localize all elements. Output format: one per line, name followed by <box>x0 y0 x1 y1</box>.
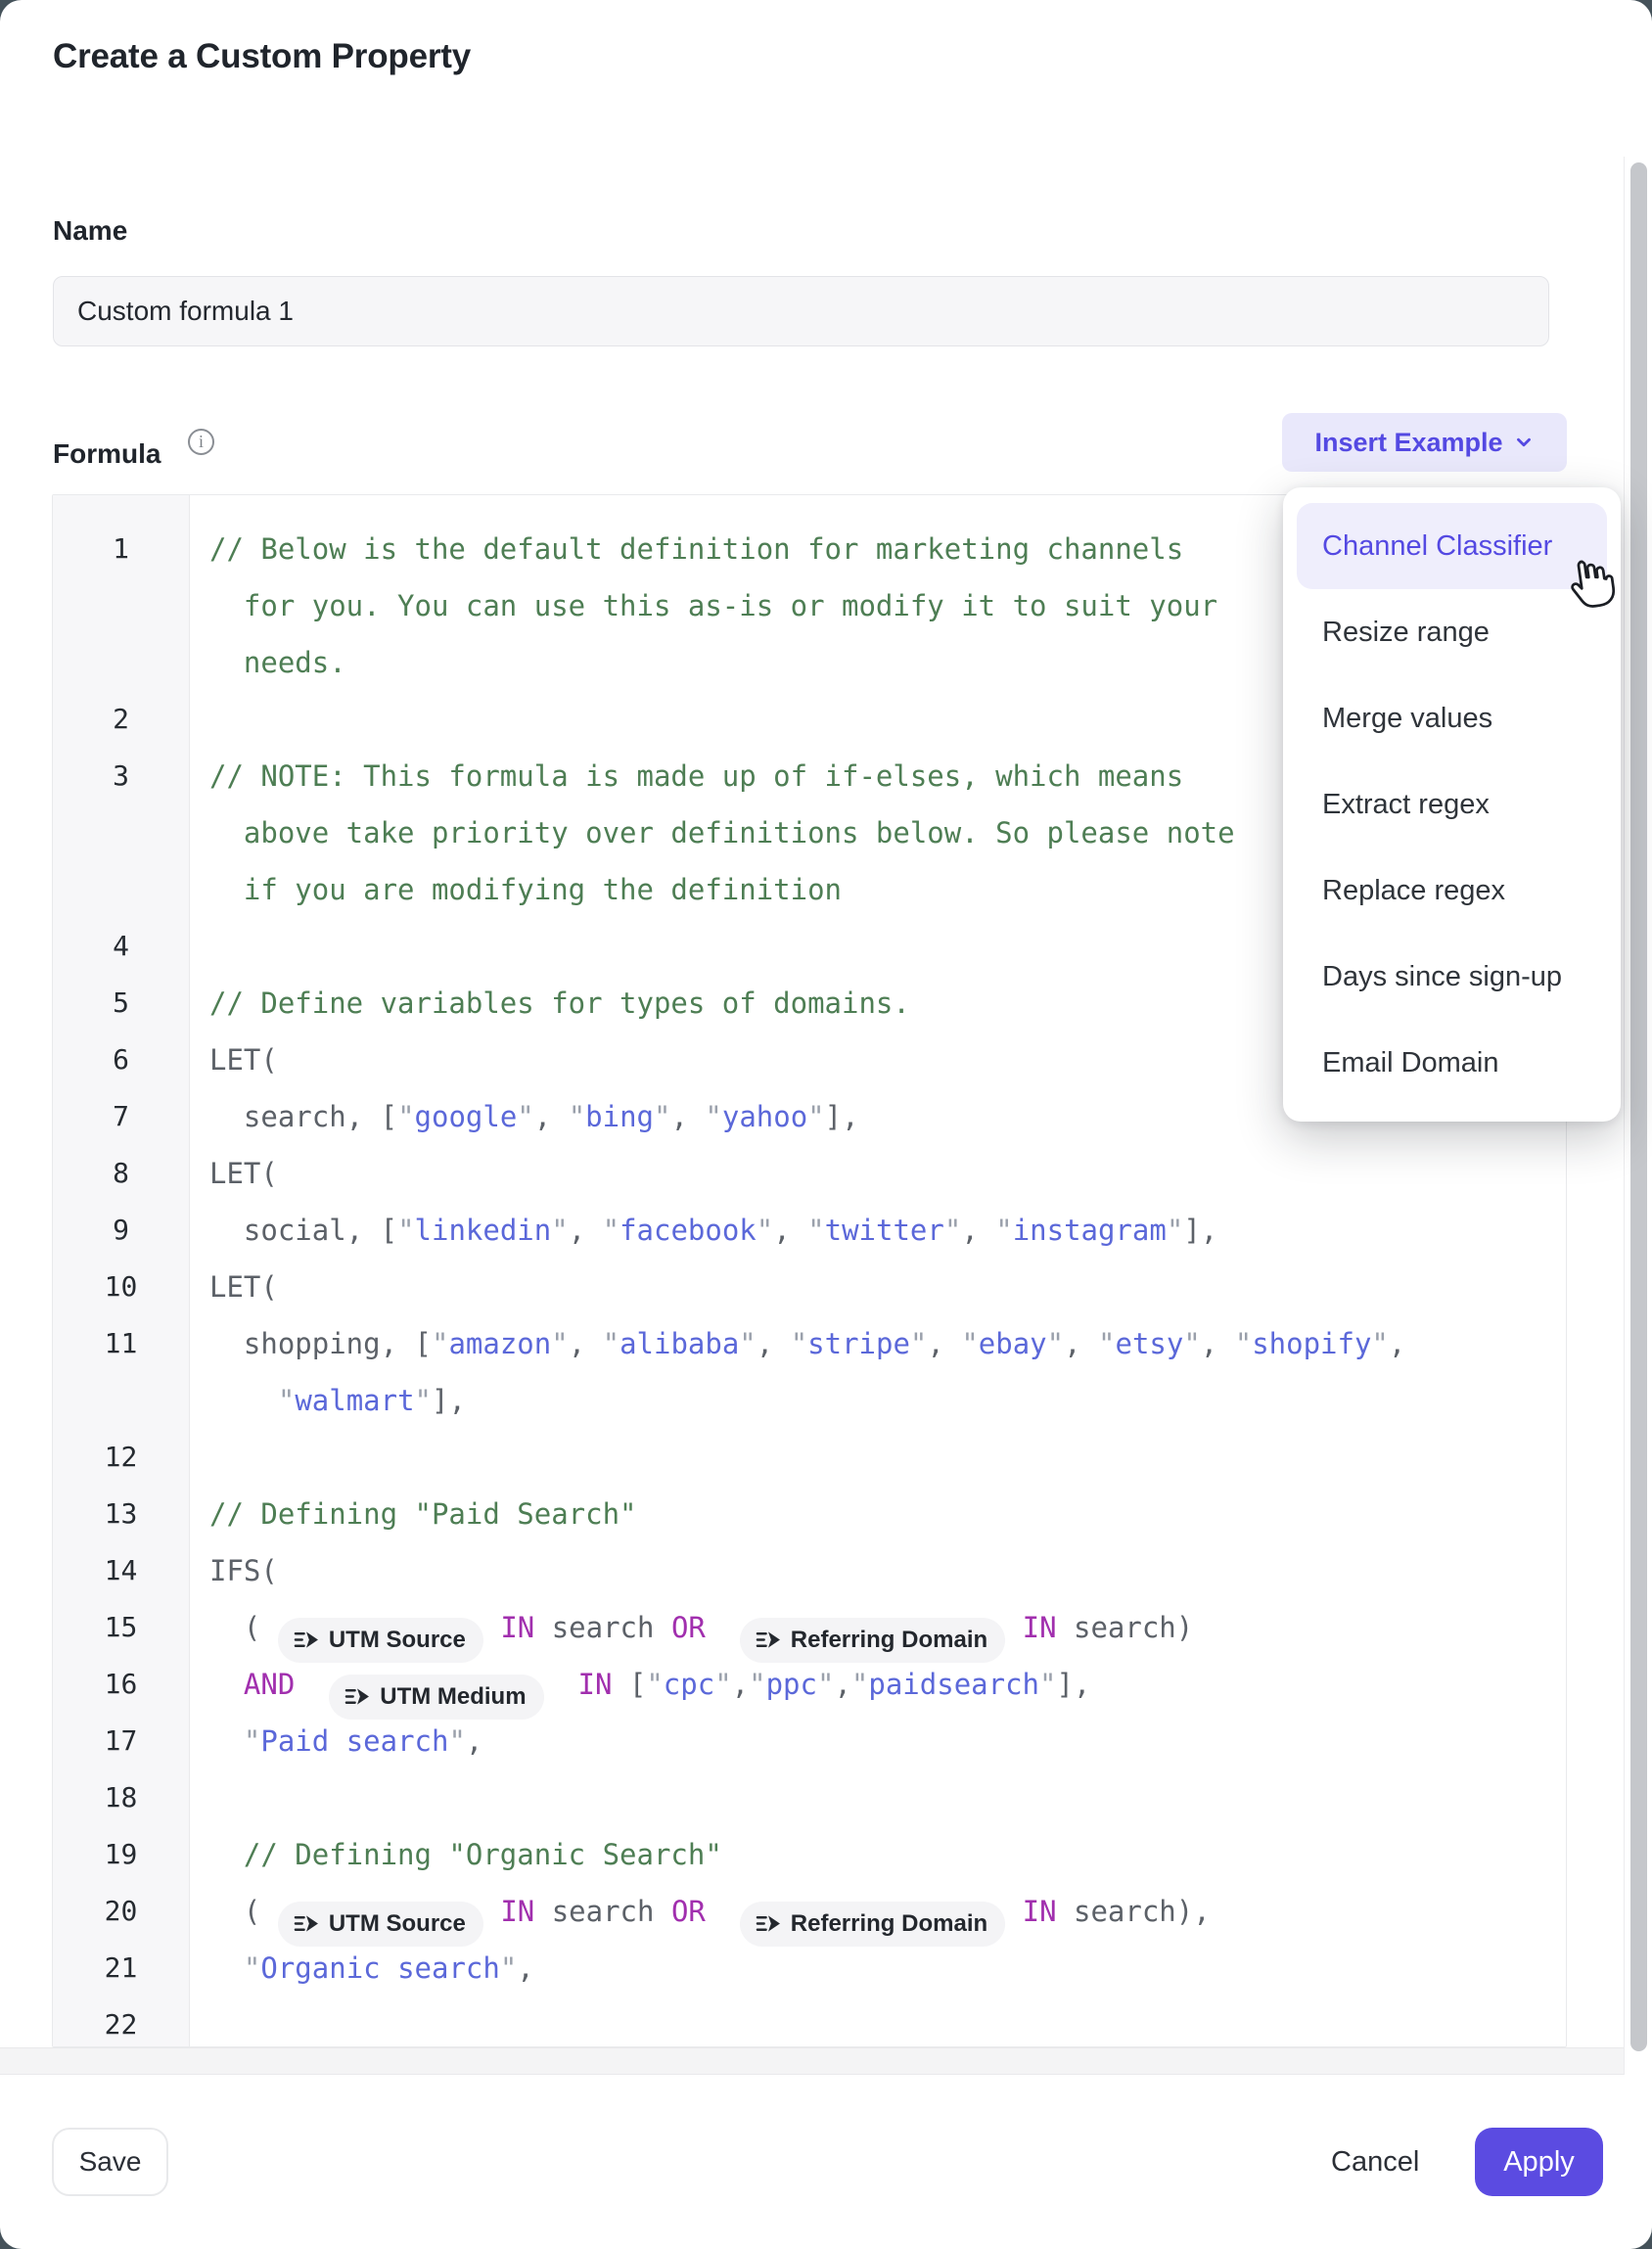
list-arrow-property-icon <box>755 1629 781 1651</box>
info-icon[interactable]: i <box>188 429 214 455</box>
code-line-content: AND UTM Medium IN ["cpc","ppc","paidsearch"], <box>189 1656 1090 1713</box>
property-pill-label: UTM Medium <box>380 1682 527 1710</box>
line-number <box>53 577 189 634</box>
list-arrow-property-icon <box>344 1685 370 1708</box>
code-line-content: social, ["linkedin", "facebook", "twitter", "instagram"], <box>209 1214 1218 1247</box>
code-line-content: // NOTE: This formula is made up of if-elses, which means <box>209 759 1184 793</box>
save-button[interactable]: Save <box>52 2128 168 2196</box>
code-line <box>53 1599 1566 1656</box>
code-line-content: LET( <box>209 1043 278 1077</box>
line-number: 11 <box>104 1327 138 1359</box>
code-line-content: for you. You can use this as-is or modify it to suit your <box>209 589 1218 622</box>
line-number: 4 <box>113 930 129 962</box>
code-line-content: above take priority over definitions below. So please note <box>209 816 1235 849</box>
code-line <box>53 1997 1566 2047</box>
code-line-content <box>189 1997 209 2047</box>
code-line-content: // Define variables for types of domains. <box>209 987 910 1020</box>
name-input[interactable] <box>53 276 1549 346</box>
code-line <box>53 1769 1566 1826</box>
code-line <box>53 1145 1566 1202</box>
scroll-bottom-band <box>0 2047 1652 2075</box>
code-line <box>53 1826 1566 1883</box>
menu-item-merge-values[interactable]: Merge values <box>1322 702 1493 734</box>
property-pill-label: Referring Domain <box>790 1626 988 1653</box>
modal-title: Create a Custom Property <box>53 37 471 75</box>
apply-button[interactable]: Apply <box>1475 2128 1603 2196</box>
list-arrow-property-icon <box>293 1629 319 1651</box>
hand-pointer-cursor <box>1563 554 1616 616</box>
name-label: Name <box>53 215 128 246</box>
property-pill-label: UTM Source <box>328 1909 466 1937</box>
code-line-content: // Below is the default definition for marketing channels <box>209 532 1184 566</box>
menu-item-email-domain[interactable]: Email Domain <box>1322 1046 1499 1079</box>
code-line-content: "Organic search", <box>243 1951 534 1985</box>
menu-item-channel-classifier[interactable]: Channel Classifier <box>1297 503 1607 589</box>
code-line-content: "Paid search", <box>243 1724 483 1758</box>
line-number: 3 <box>113 759 129 792</box>
code-line-content: LET( <box>209 1270 278 1304</box>
code-line <box>53 1713 1566 1769</box>
line-number: 5 <box>113 987 129 1019</box>
code-line <box>53 1429 1566 1486</box>
menu-item-extract-regex[interactable]: Extract regex <box>1322 788 1490 820</box>
code-line-content: // Defining "Organic Search" <box>209 1838 722 1871</box>
property-pill-label: UTM Source <box>328 1626 466 1653</box>
property-pill[interactable] <box>740 1902 1005 1947</box>
cancel-button[interactable]: Cancel <box>1317 2128 1433 2196</box>
chevron-down-icon <box>1513 432 1535 453</box>
line-number: 2 <box>113 703 129 735</box>
code-line <box>53 1202 1566 1259</box>
line-number: 7 <box>113 1100 129 1132</box>
line-number: 14 <box>104 1554 138 1586</box>
line-number: 6 <box>113 1043 129 1076</box>
menu-item-days-since-sign-up[interactable]: Days since sign-up <box>1322 960 1562 992</box>
line-number: 21 <box>104 1951 138 1984</box>
line-number: 19 <box>104 1838 138 1870</box>
line-number: 12 <box>104 1441 138 1473</box>
code-line-content: IFS( <box>209 1554 278 1587</box>
code-line <box>53 1656 1566 1713</box>
line-number: 15 <box>104 1611 138 1643</box>
line-number: 8 <box>113 1157 129 1189</box>
line-number: 18 <box>104 1781 138 1813</box>
line-number <box>53 861 189 918</box>
list-arrow-property-icon <box>293 1912 319 1935</box>
code-line-content: LET( <box>209 1157 278 1190</box>
property-pill-label: Referring Domain <box>790 1909 988 1937</box>
code-line <box>53 1883 1566 1940</box>
scrollbar-thumb[interactable] <box>1630 162 1647 2051</box>
code-line <box>53 1372 1566 1429</box>
line-number: 13 <box>104 1497 138 1530</box>
menu-item-replace-regex[interactable]: Replace regex <box>1322 874 1505 906</box>
code-line-content: ( UTM Source IN search OR Referring Domain IN search) <box>189 1599 1193 1656</box>
line-number: 16 <box>104 1668 138 1700</box>
line-number: 10 <box>104 1270 138 1303</box>
code-line-content: if you are modifying the definition <box>209 873 843 906</box>
code-line <box>53 1940 1566 1997</box>
code-line-content <box>189 1769 209 1826</box>
line-number: 20 <box>104 1895 138 1927</box>
code-line-content <box>189 918 209 975</box>
line-number <box>53 804 189 861</box>
line-number: 9 <box>113 1214 129 1246</box>
insert-example-button[interactable] <box>1282 413 1567 472</box>
line-number <box>53 1372 189 1429</box>
code-line-content: "walmart"], <box>277 1384 466 1417</box>
code-line <box>53 1542 1566 1599</box>
code-line-content: search, ["google", "bing", "yahoo"], <box>209 1100 859 1133</box>
code-line-content: ( UTM Source IN search OR Referring Domain IN search), <box>189 1883 1211 1940</box>
modal-scrollbar-track <box>1624 157 1652 2075</box>
code-line <box>53 1315 1566 1372</box>
list-arrow-property-icon <box>755 1912 781 1935</box>
code-line <box>53 1259 1566 1315</box>
line-number: 22 <box>104 2008 138 2041</box>
line-number: 17 <box>104 1724 138 1757</box>
code-line-content: shopping, ["amazon", "alibaba", "stripe", "ebay", "etsy", "shopify", <box>209 1327 1406 1360</box>
code-line-content <box>189 691 209 748</box>
insert-example-label: Insert Example <box>1314 427 1503 457</box>
line-number <box>53 634 189 691</box>
code-line <box>53 1486 1566 1542</box>
menu-item-resize-range[interactable]: Resize range <box>1322 616 1490 648</box>
code-line-content: // Defining "Paid Search" <box>209 1497 637 1531</box>
line-number: 1 <box>113 532 129 565</box>
code-line-content <box>189 1429 209 1486</box>
formula-label: Formula <box>53 438 161 469</box>
code-line-content: needs. <box>209 646 346 679</box>
